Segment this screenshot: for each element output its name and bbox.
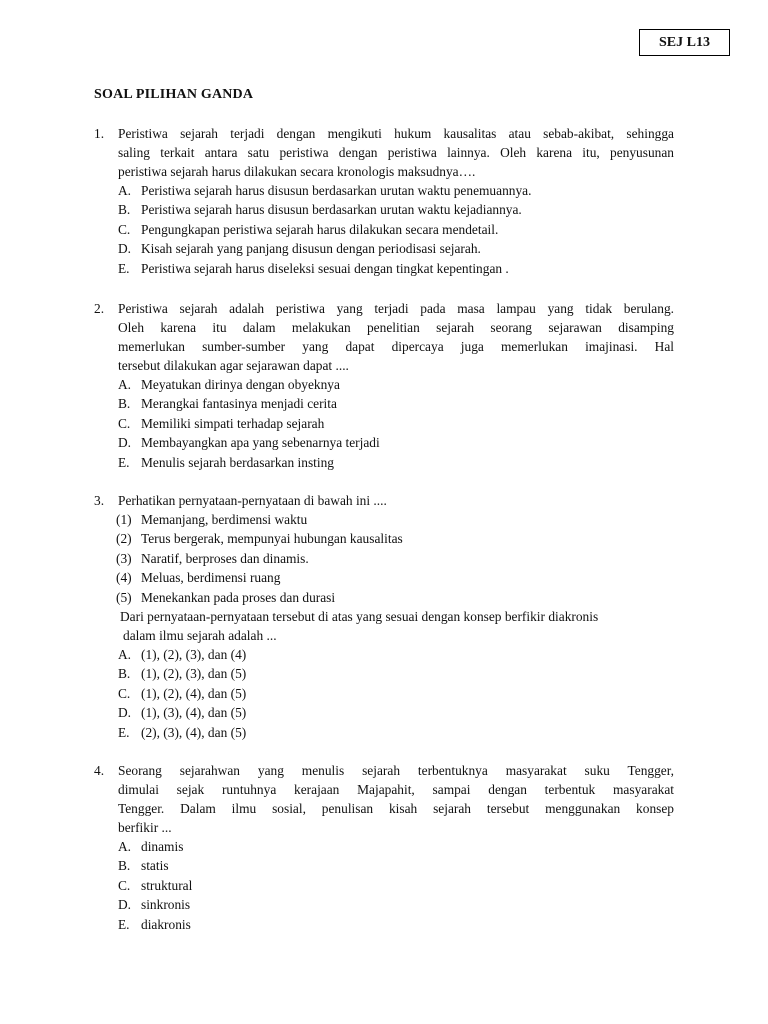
option-letter: C.	[118, 685, 131, 701]
option-text: Merangkai fantasinya menjadi cerita	[141, 396, 337, 412]
statement-text: Naratif, berproses dan dinamis.	[141, 550, 309, 566]
question-text: Peristiwa sejarah terjadi dengan mengikuti hukum kausalitas atau sebab-akibat, sehingga	[118, 126, 674, 141]
option-letter: A.	[118, 183, 132, 198]
question-1-line	[94, 162, 674, 181]
option-d	[94, 433, 674, 452]
option-text: Menulis sejarah berdasarkan insting	[141, 454, 334, 470]
statement-text: Meluas, berdimensi ruang	[141, 570, 281, 586]
option-d	[94, 895, 674, 914]
statement-5	[94, 588, 674, 607]
statement-number: (3)	[116, 550, 132, 566]
option-a	[94, 837, 674, 856]
option-letter: A.	[118, 646, 132, 662]
question-4	[94, 761, 674, 934]
statement-text: Menekankan pada proses dan durasi	[141, 589, 336, 605]
option-a	[94, 181, 674, 200]
statement-text: Terus bergerak, mempunyai hubungan kausalitas	[141, 531, 403, 547]
option-text: Kisah sejarah yang panjang disusun dengan periodisasi sejarah.	[141, 241, 481, 257]
statement-4	[94, 568, 674, 587]
option-letter: C.	[118, 415, 131, 431]
question-text: peristiwa sejarah harus dilakukan secara kronologis maksudnya….	[118, 164, 476, 179]
question-2-number: 2.	[94, 301, 105, 316]
statement-number: (4)	[116, 570, 132, 586]
statement-number: (2)	[116, 531, 132, 547]
statement-text: Memanjang, berdimensi waktu	[141, 512, 308, 527]
option-d	[94, 703, 674, 722]
question-4-number: 4.	[94, 763, 105, 778]
option-letter: B.	[118, 858, 131, 874]
question-text: Peristiwa sejarah adalah peristiwa yang terjadi pada masa lampau yang tidak berulang.	[118, 301, 674, 316]
option-letter: B.	[118, 666, 131, 682]
statement-3	[94, 549, 674, 568]
section-title: SOAL PILIHAN GANDA	[94, 87, 254, 102]
question-1	[94, 124, 674, 278]
option-a	[94, 375, 674, 394]
question-text: saling terkait antara satu peristiwa dengan peristiwa lainnya. Oleh karena itu, penyusunan	[118, 145, 674, 160]
statement-number: (1)	[116, 512, 132, 527]
option-letter: D.	[118, 435, 132, 451]
statement-1	[94, 510, 674, 529]
option-c	[94, 684, 674, 703]
option-text: sinkronis	[141, 897, 191, 913]
option-letter: E.	[118, 724, 130, 740]
option-letter: D.	[118, 705, 132, 721]
question-text: Seorang sejarahwan yang menulis sejarah terbentuknya masyarakat suku Tengger,	[118, 763, 674, 778]
question-text: Perhatikan pernyataan-pernyataan di bawah ini ....	[118, 493, 387, 508]
statement-number: (5)	[116, 589, 132, 605]
option-b	[94, 856, 674, 875]
option-text: Meyatukan dirinya dengan obyeknya	[141, 377, 340, 392]
question-2-line	[94, 337, 674, 356]
option-letter: C.	[118, 221, 131, 237]
question-3-line	[94, 491, 674, 510]
option-text: (1), (3), (4), dan (5)	[141, 705, 247, 721]
option-d	[94, 239, 674, 258]
question-4-line	[94, 818, 674, 837]
question-2-line	[94, 318, 674, 337]
question-2	[94, 299, 674, 472]
option-c	[94, 876, 674, 895]
question-1-line	[94, 143, 674, 162]
option-letter: E.	[118, 454, 130, 470]
statement-2	[94, 529, 674, 548]
question-4-line	[94, 780, 674, 799]
question-text: berfikir ...	[118, 820, 172, 835]
option-text: Membayangkan apa yang sebenarnya terjadi	[141, 435, 380, 451]
option-c	[94, 220, 674, 239]
question-3-followup: Dari pernyataan-pernyataan tersebut di atas yang sesuai dengan konsep berfikir diakronis	[120, 608, 599, 624]
option-text: struktural	[141, 877, 193, 893]
document-code: SEJ L13	[659, 34, 710, 50]
option-letter: A.	[118, 377, 132, 392]
option-text: (1), (2), (3), dan (5)	[141, 666, 247, 682]
option-text: Pengungkapan peristiwa sejarah harus dilakukan secara mendetail.	[141, 221, 499, 237]
option-letter: E.	[118, 260, 130, 276]
question-1-number: 1.	[94, 126, 105, 141]
option-letter: D.	[118, 897, 132, 913]
option-letter: D.	[118, 241, 132, 257]
option-e	[94, 259, 674, 278]
question-text: dimulai sejak runtuhnya kerajaan Majapahit, sampai dengan terbentuk masyarakat	[118, 782, 674, 797]
document-code-box	[639, 29, 730, 56]
question-2-line	[94, 299, 674, 318]
option-text: Peristiwa sejarah harus diseleksi sesuai dengan tingkat kepentingan .	[141, 260, 509, 276]
option-text: Memiliki simpati terhadap sejarah	[141, 415, 325, 431]
option-e	[94, 915, 674, 934]
option-text: diakronis	[141, 916, 191, 932]
option-letter: B.	[118, 202, 131, 218]
question-3-number: 3.	[94, 493, 105, 508]
option-text: Peristiwa sejarah harus disusun berdasarkan urutan waktu kejadiannya.	[141, 202, 522, 218]
option-b	[94, 200, 674, 219]
question-text: memerlukan sumber-sumber yang dapat dipercaya juga memerlukan imajinasi. Hal	[118, 339, 674, 354]
question-4-line	[94, 761, 674, 780]
option-text: (1), (2), (4), dan (5)	[141, 685, 247, 701]
option-letter: B.	[118, 396, 131, 412]
option-b	[94, 394, 674, 413]
option-letter: A.	[118, 839, 132, 854]
question-4-line	[94, 799, 674, 818]
option-c	[94, 414, 674, 433]
option-letter: E.	[118, 916, 130, 932]
question-text: tersebut dilakukan agar sejarawan dapat ....	[118, 358, 349, 373]
option-text: (1), (2), (3), dan (4)	[141, 646, 247, 662]
option-letter: C.	[118, 877, 131, 893]
question-1-line	[94, 124, 674, 143]
option-text: statis	[141, 858, 169, 874]
question-3-followup: dalam ilmu sejarah adalah ...	[123, 627, 277, 643]
question-2-line	[94, 356, 674, 375]
option-a	[94, 645, 674, 664]
option-e	[94, 723, 674, 742]
question-text: Tengger. Dalam ilmu sosial, penulisan kisah sejarah tersebut menggunakan konsep	[118, 801, 674, 816]
option-b	[94, 664, 674, 683]
option-text: Peristiwa sejarah harus disusun berdasarkan urutan waktu penemuannya.	[141, 183, 532, 198]
option-text: dinamis	[141, 839, 184, 854]
question-text: Oleh karena itu dalam melakukan penelitian sejarah seorang sejarawan disamping	[118, 320, 674, 335]
option-e	[94, 453, 674, 472]
question-3	[94, 491, 674, 742]
option-text: (2), (3), (4), dan (5)	[141, 724, 247, 740]
